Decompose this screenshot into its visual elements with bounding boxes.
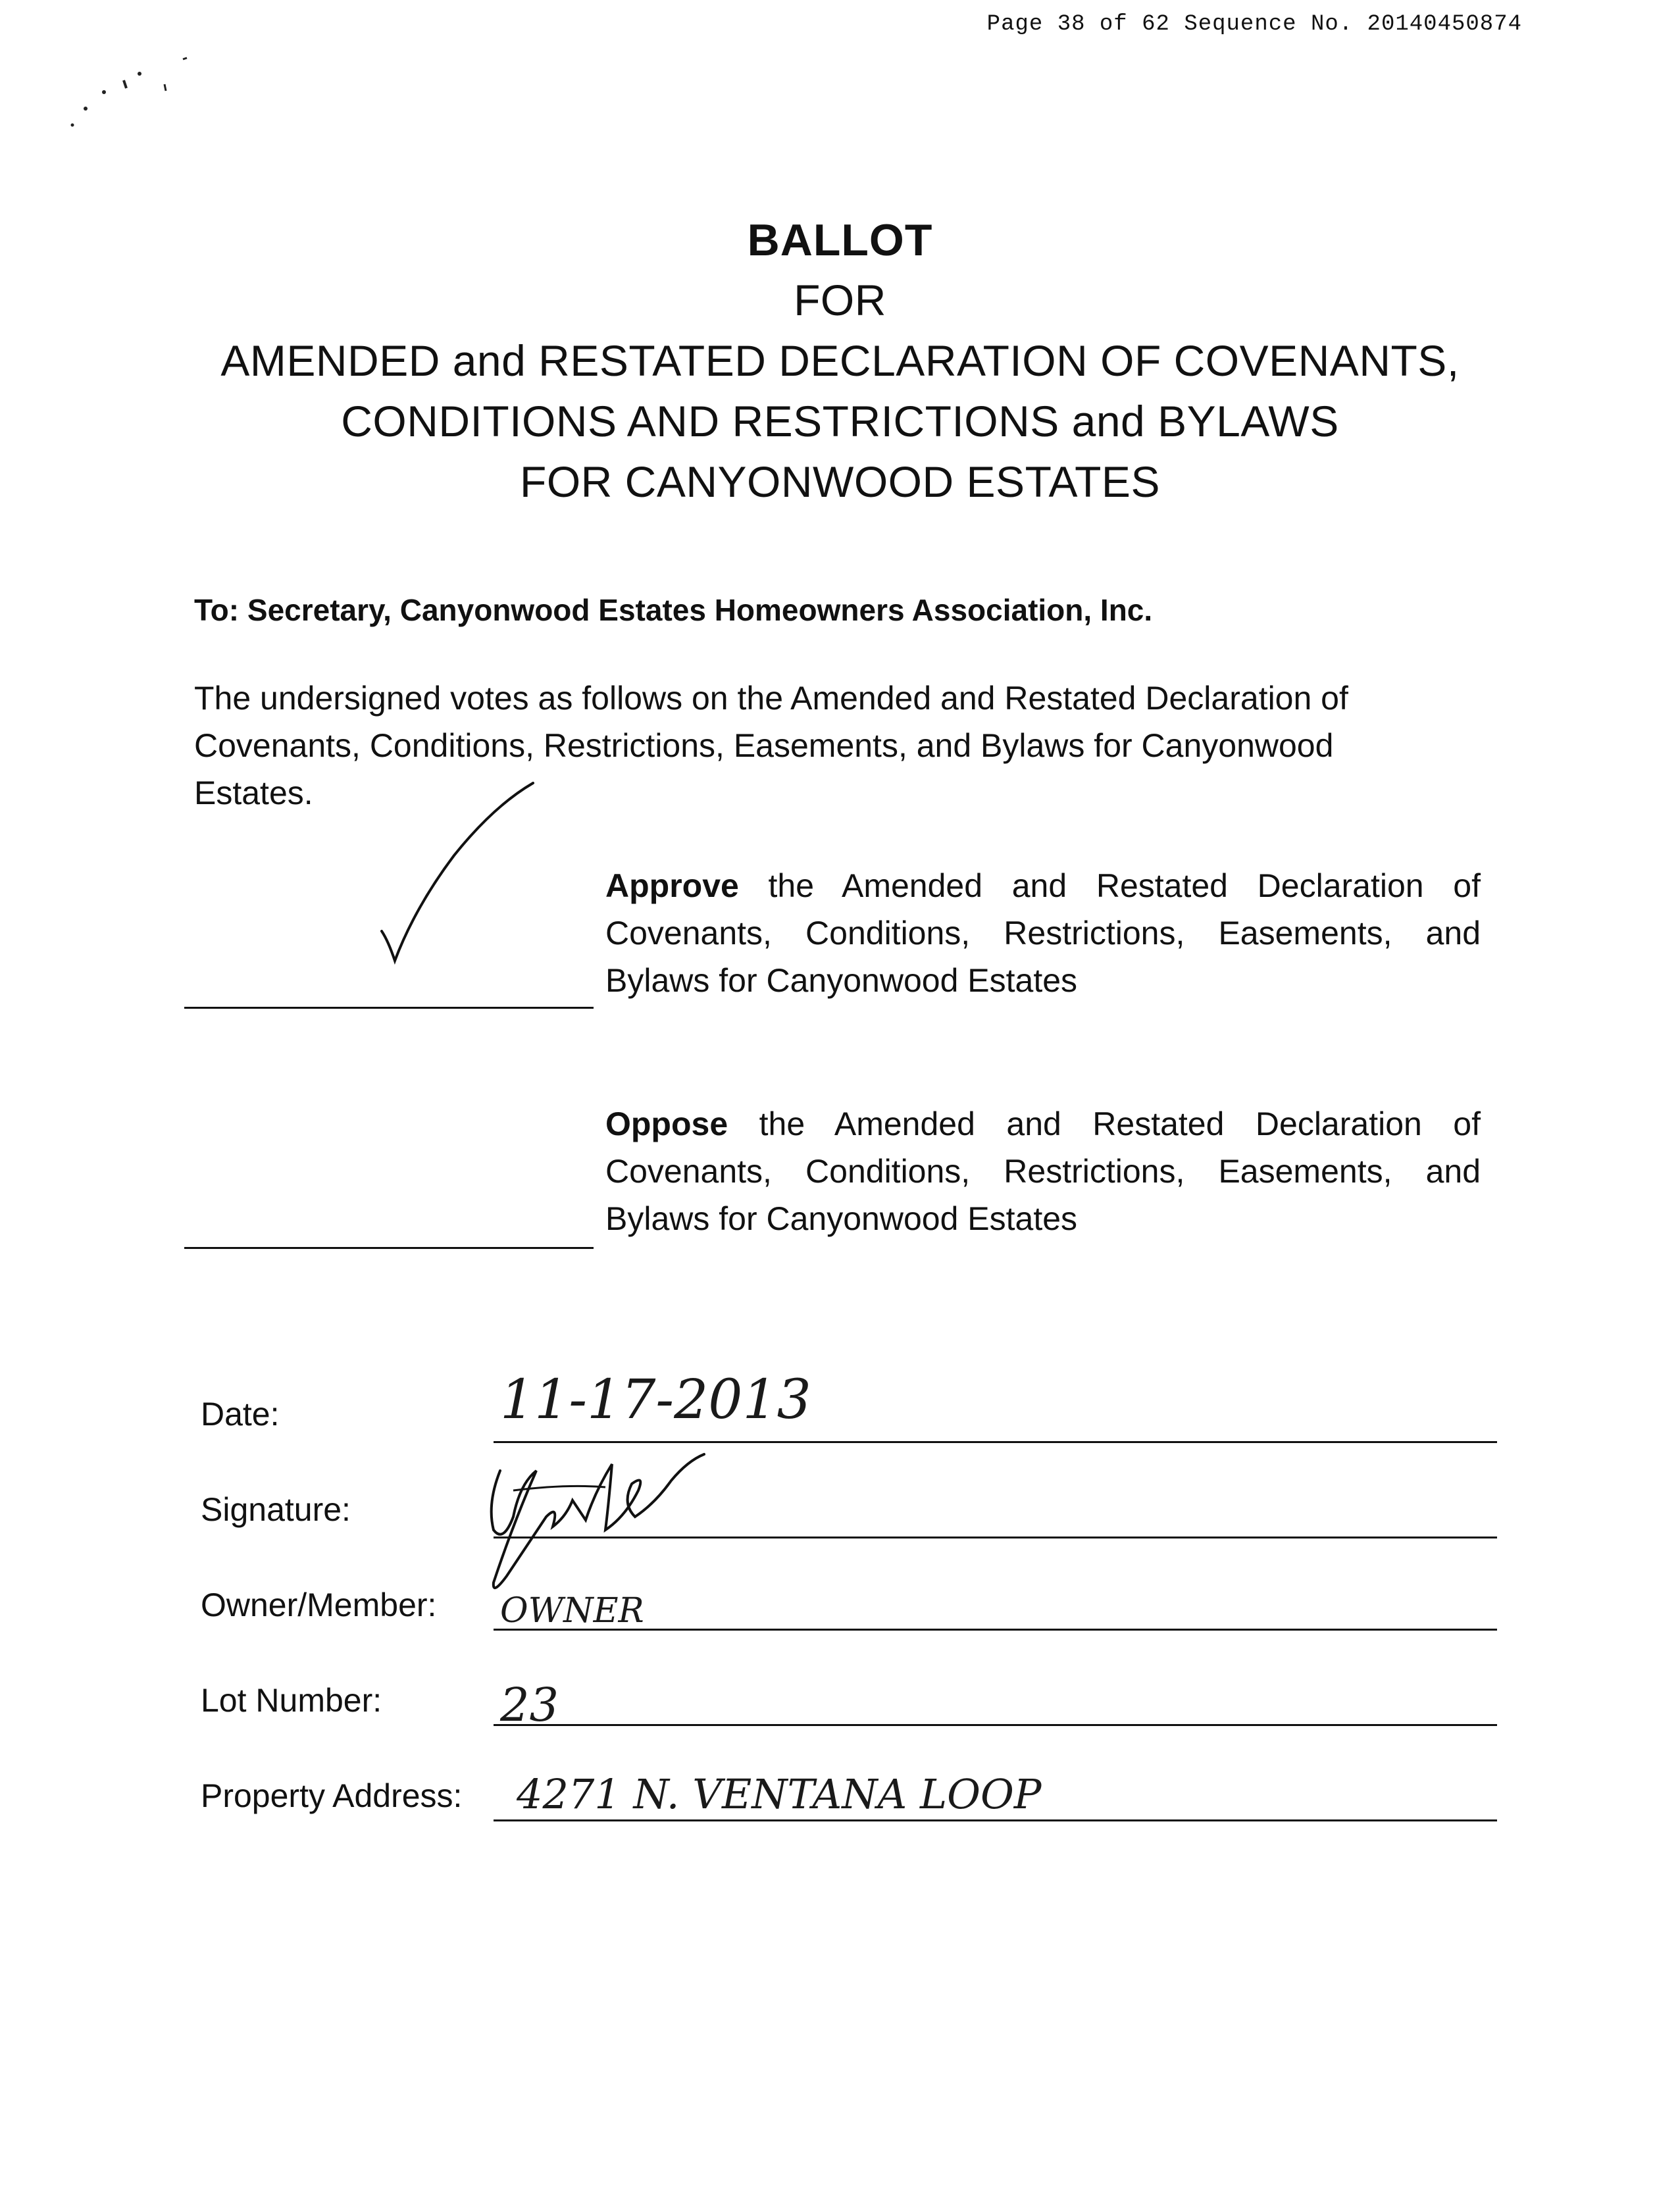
signature-field[interactable] [494, 1537, 1497, 1538]
signature-label: Signature: [201, 1491, 351, 1528]
intro-paragraph: The undersigned votes as follows on the Amended and Restated Declaration of Covenants, Conditions, Restrictions, Easements, and Bylaws for Canyonwood Estates. [194, 680, 1348, 811]
scan-specks [66, 39, 211, 132]
property-address-value: 4271 N. VENTANA LOOP [517, 1770, 1042, 1818]
owner-member-field[interactable] [494, 1629, 1497, 1631]
date-value: 11-17-2013 [500, 1369, 811, 1431]
ballot-heading-line3: FOR CANYONWOOD ESTATES [520, 457, 1160, 506]
oppose-mark-line[interactable] [184, 1247, 594, 1249]
approve-description: the Amended and Restated Declaration of Covenants, Conditions, Restrictions, Easements, and Bylaws for Canyonwood Estates [605, 867, 1481, 999]
approve-mark-line[interactable] [184, 1007, 594, 1009]
property-address-field[interactable] [494, 1819, 1497, 1821]
oppose-choice-text [605, 1100, 1481, 1242]
approve-keyword: Approve [605, 867, 739, 904]
approve-choice-text [605, 862, 1481, 1004]
lot-number-label: Lot Number: [201, 1682, 382, 1719]
approve-checkmark-icon [369, 776, 566, 974]
oppose-description: the Amended and Restated Declaration of Covenants, Conditions, Restrictions, Easements, and Bylaws for Canyonwood Estates [605, 1106, 1481, 1237]
addressee-line: To: Secretary, Canyonwood Estates Homeowners Association, Inc. [194, 593, 1153, 627]
page-sequence-header: Page 38 of 62 Sequence No. 20140450874 [986, 12, 1522, 37]
ballot-heading-line1: AMENDED and RESTATED DECLARATION OF COVENANTS, [220, 336, 1460, 385]
ballot-title-block [0, 211, 1680, 512]
ballot-heading-line2: CONDITIONS AND RESTRICTIONS and BYLAWS [341, 397, 1339, 445]
owner-member-value: OWNER [500, 1591, 644, 1631]
ballot-heading: BALLOT [747, 215, 933, 265]
signature-scribble [474, 1444, 750, 1596]
date-label: Date: [201, 1396, 280, 1433]
ballot-heading-for: FOR [794, 276, 886, 324]
property-address-label: Property Address: [201, 1777, 463, 1814]
owner-member-label: Owner/Member: [201, 1587, 437, 1623]
lot-number-value: 23 [500, 1678, 559, 1732]
lot-number-field[interactable] [494, 1724, 1497, 1726]
date-field[interactable] [494, 1441, 1497, 1443]
oppose-keyword: Oppose [605, 1106, 728, 1142]
